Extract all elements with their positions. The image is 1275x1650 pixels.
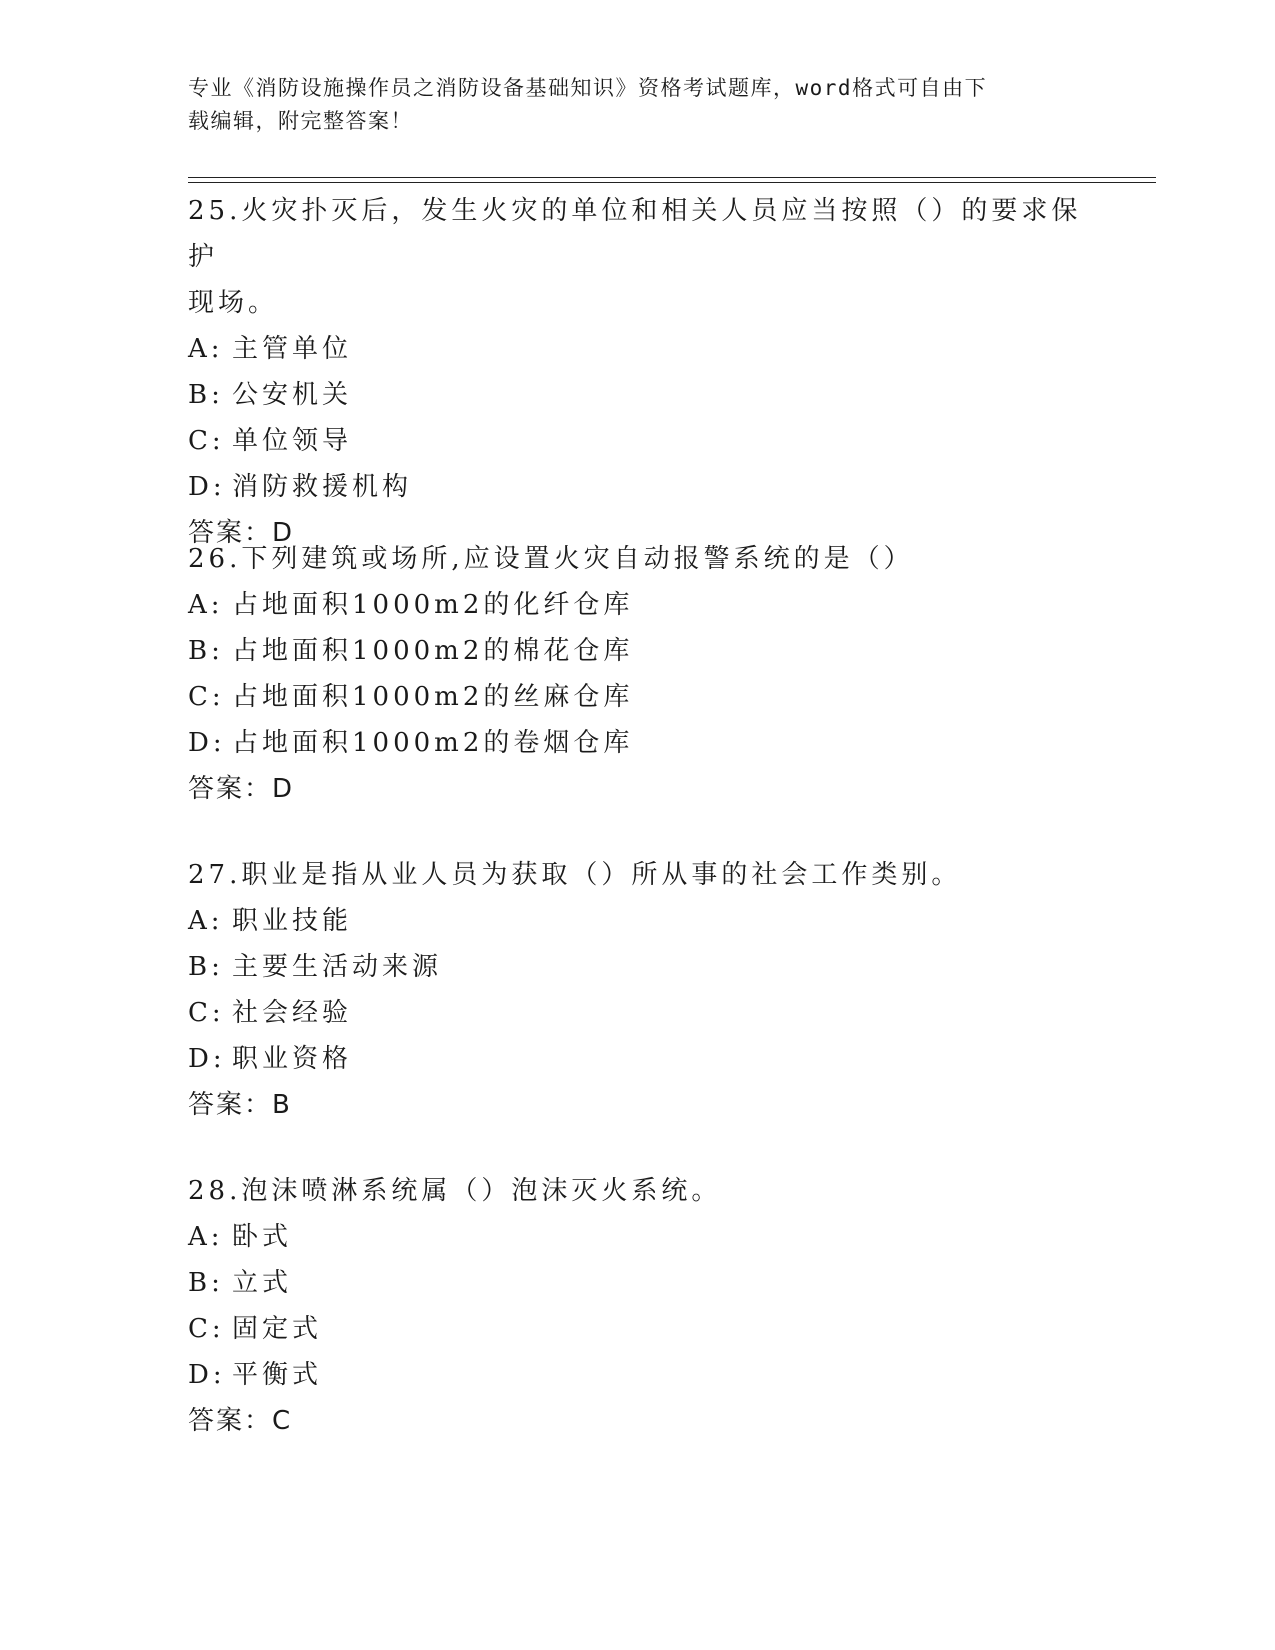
answer: 答案：C (188, 1406, 293, 1436)
option-b (188, 628, 1088, 674)
option-text: 职业资格 (232, 1044, 353, 1074)
question-text-line: 25.火灾扑灭后，发生火灾的单位和相关人员应当按照（）的要求保护 (188, 196, 1082, 272)
option-letter: D: (188, 472, 226, 502)
option-d (188, 720, 1088, 766)
question-text (188, 188, 1088, 326)
question-27 (188, 852, 1088, 1128)
option-c (188, 990, 1088, 1036)
option-letter: A: (188, 906, 224, 936)
option-letter: C: (188, 426, 225, 456)
header-line-2: 载编辑，附完整答案！ (188, 109, 413, 133)
option-text: 主要生活动来源 (232, 952, 443, 982)
option-letter: C: (188, 682, 225, 712)
question-text-line: 28.泡沫喷淋系统属（）泡沫灭火系统。 (188, 1176, 722, 1206)
question-text (188, 1168, 1088, 1214)
option-text: 卧式 (232, 1222, 293, 1252)
option-letter: D: (188, 728, 226, 758)
header-divider-bottom (188, 182, 1156, 183)
option-text: 占地面积1000m2的卷烟仓库 (232, 728, 634, 758)
option-c (188, 418, 1088, 464)
question-text (188, 852, 1088, 898)
option-text: 单位领导 (232, 426, 353, 456)
option-d (188, 1352, 1088, 1398)
option-text: 职业技能 (232, 906, 353, 936)
option-c (188, 1306, 1088, 1352)
option-text: 消防救援机构 (232, 472, 413, 502)
option-d (188, 464, 1088, 510)
question-text-line: 26.下列建筑或场所,应设置火灾自动报警系统的是（） (188, 544, 914, 574)
option-text: 占地面积1000m2的丝麻仓库 (232, 682, 634, 712)
option-letter: A: (188, 1222, 224, 1252)
option-text: 固定式 (232, 1314, 323, 1344)
option-letter: B: (188, 380, 224, 410)
header-line-1: 专业《消防设施操作员之消防设备基础知识》资格考试题库，word格式可自由下 (188, 76, 988, 100)
option-text: 主管单位 (232, 334, 353, 364)
question-28 (188, 1168, 1088, 1444)
option-a (188, 898, 1088, 944)
option-letter: D: (188, 1360, 226, 1390)
option-b (188, 1260, 1088, 1306)
answer: 答案：B (188, 1090, 292, 1120)
answer: 答案：D (188, 774, 295, 804)
option-letter: A: (188, 590, 224, 620)
option-text: 占地面积1000m2的化纤仓库 (232, 590, 634, 620)
option-letter: B: (188, 636, 224, 666)
question-text-line: 27.职业是指从业人员为获取（）所从事的社会工作类别。 (188, 860, 962, 890)
option-letter: C: (188, 998, 225, 1028)
option-a (188, 326, 1088, 372)
option-text: 占地面积1000m2的棉花仓库 (232, 636, 634, 666)
option-b (188, 944, 1088, 990)
question-25 (188, 188, 1088, 556)
option-text: 立式 (232, 1268, 293, 1298)
question-text (188, 536, 1088, 582)
option-c (188, 674, 1088, 720)
option-d (188, 1036, 1088, 1082)
option-letter: B: (188, 952, 224, 982)
option-b (188, 372, 1088, 418)
option-letter: D: (188, 1044, 226, 1074)
option-letter: C: (188, 1314, 225, 1344)
option-text: 公安机关 (232, 380, 353, 410)
answer: 答案：D (188, 518, 295, 548)
option-letter: B: (188, 1268, 224, 1298)
document-header (188, 72, 1078, 138)
option-a (188, 582, 1088, 628)
header-divider-top (188, 177, 1156, 178)
option-a (188, 1214, 1088, 1260)
option-letter: A: (188, 334, 224, 364)
option-text: 社会经验 (232, 998, 353, 1028)
question-26 (188, 536, 1088, 812)
option-text: 平衡式 (232, 1360, 323, 1390)
question-text-line: 现场。 (188, 288, 279, 318)
